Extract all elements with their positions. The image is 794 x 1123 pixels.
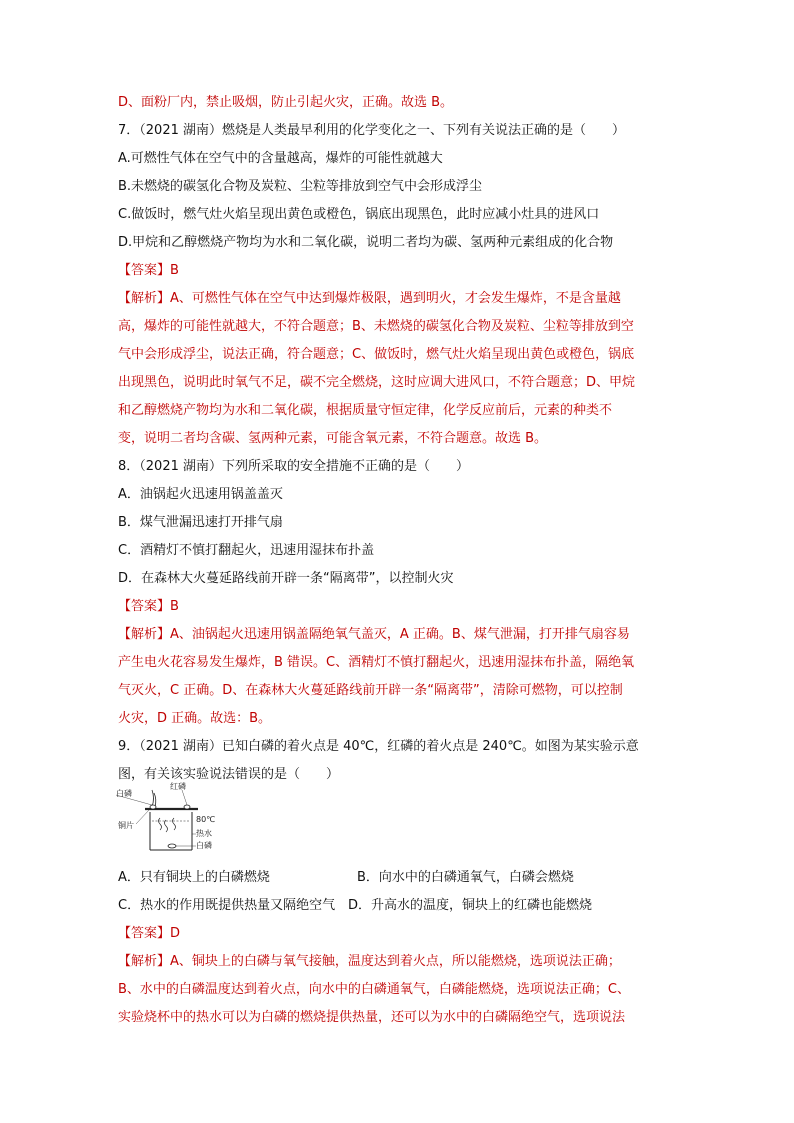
q9-option-c: C．热水的作用既提供热量又隔绝空气 (118, 898, 336, 913)
answer-tag: 【答案】 (118, 599, 171, 614)
label-hot-water: 热水 (196, 829, 212, 838)
q7-analysis-1 (118, 289, 621, 309)
q9-analysis-3: 实验烧杯中的热水可以为白磷的燃烧提供热量，还可以为水中的白磷隔绝空气，选项说法 (118, 1010, 626, 1025)
label-copper: 铜片 (118, 821, 134, 830)
question-9-stem-cont: 图，有关该实验说法错误的是（ ） (118, 767, 340, 782)
question-8-stem: 8．（2021 湖南）下列所采取的安全措施不正确的是（ ） (118, 459, 469, 474)
q8-option-a: A．油锅起火迅速用锅盖盖灭 (118, 487, 283, 502)
analysis-tag: 【解析】 (118, 954, 171, 969)
red-phosphorus (184, 805, 190, 809)
flame-icon (152, 790, 156, 807)
answer-value: B (170, 263, 179, 278)
q8-analysis-2: 产生电火花容易发生爆炸，B 错误。C、酒精灯不慎打翻起火，迅速用湿抹布扑盖，隔绝氧 (118, 655, 635, 670)
white-phosphorus-top (150, 805, 156, 809)
q7-option-c: C.做饭时，燃气灶火焰呈现出黄色或橙色，锅底出现黑色，此时应减小灶具的进风口 (118, 207, 600, 222)
q9-option-d: D．升高水的温度，铜块上的红磷也能燃烧 (348, 898, 593, 913)
q7-option-d: D.甲烷和乙醇燃烧产物均为水和二氧化碳，说明二者均为碳、氢两种元素组成的化合物 (118, 235, 614, 250)
q7-analysis-4: 出现黑色，说明此时氧气不足，碳不完全燃烧，这时应调大进风口，不符合题意；D、甲烷 (118, 375, 636, 390)
q8-option-c: C．酒精灯不慎打翻起火，迅速用湿抹布扑盖 (118, 543, 375, 558)
white-phosphorus-water (168, 844, 176, 848)
question-9-stem: 9．（2021 湖南）已知白磷的着火点是 40℃，红磷的着火点是 240℃。如图为某实验示意 (118, 739, 639, 754)
q9-analysis-2: B、水中的白磷温度达到着火点，向水中的白磷通氧气，白磷能燃烧，选项说法正确；C、 (118, 982, 630, 997)
question-7-stem: 7．（2021 湖南）燃烧是人类最早利用的化学变化之一、下列有关说法正确的是（ ） (118, 123, 625, 138)
q9-option-a: A．只有铜块上的白磷燃烧 (118, 870, 270, 885)
label-white-phosphorus-bottom: 白磷 (196, 841, 212, 850)
answer-tag: 【答案】 (118, 263, 171, 278)
label-temperature: 80℃ (196, 815, 216, 824)
q7-analysis-3: 气中会形成浮尘，说法正确，符合题意；C、做饭时，燃气灶火焰呈现出黄色或橙色，锅底 (118, 347, 635, 362)
q8-option-b: B．煤气泄漏迅速打开排气扇 (118, 515, 283, 530)
answer-value: D (170, 926, 181, 941)
label-red-phosphorus: 红磷 (170, 782, 186, 791)
answer-tag: 【答案】 (118, 926, 171, 941)
analysis-text: A、可燃性气体在空气中达到爆炸极限，遇到明火，才会发生爆炸，不是含量越 (170, 291, 621, 306)
q8-analysis-1 (118, 625, 630, 645)
answer-value: B (170, 599, 179, 614)
q9-option-b: B．向水中的白磷通氧气，白磷会燃烧 (357, 870, 574, 885)
experiment-diagram (116, 780, 226, 852)
q7-option-b: B.未燃烧的碳氢化合物及炭粒、尘粒等排放到空气中会形成浮尘 (118, 179, 483, 194)
q7-option-a: A.可燃性气体在空气中的含量越高，爆炸的可能性就越大 (118, 151, 443, 166)
label-white-phosphorus: 白磷 (116, 789, 132, 798)
q7-analysis-5: 和乙醇燃烧产物均为水和二氧化碳，根据质量守恒定律，化学反应前后，元素的种类不 (118, 403, 613, 418)
analysis-tag: 【解析】 (118, 627, 171, 642)
q7-analysis-6: 变，说明二者均含碳、氢两种元素，可能含氧元素，不符合题意。故选 B。 (118, 431, 548, 446)
q7-answer (118, 261, 179, 281)
answer-d-previous: D、面粉厂内，禁止吸烟，防止引起火灾，正确。故选 B。 (118, 95, 454, 110)
q7-analysis-2: 高，爆炸的可能性就越大，不符合题意；B、未燃烧的碳氢化合物及炭粒、尘粒等排放到空 (118, 319, 634, 334)
q9-answer (118, 924, 180, 944)
analysis-text: A、铜块上的白磷与氧气接触，温度达到着火点，所以能燃烧，选项说法正确； (170, 954, 621, 969)
q8-option-d: D．在森林大火蔓延路线前开辟一条“隔离带”，以控制火灾 (118, 571, 454, 586)
q8-answer (118, 597, 179, 617)
q8-analysis-3: 气灭火，C 正确。D、在森林大火蔓延路线前开辟一条“隔离带”，清除可燃物，可以控制 (118, 683, 623, 698)
q9-analysis-1 (118, 952, 621, 972)
analysis-tag: 【解析】 (118, 291, 171, 306)
q8-analysis-4: 火灾，D 正确。故选：B。 (118, 711, 272, 726)
analysis-text: A、油锅起火迅速用锅盖隔绝氧气盖灭，A 正确。B、煤气泄漏，打开排气扇容易 (170, 627, 630, 642)
